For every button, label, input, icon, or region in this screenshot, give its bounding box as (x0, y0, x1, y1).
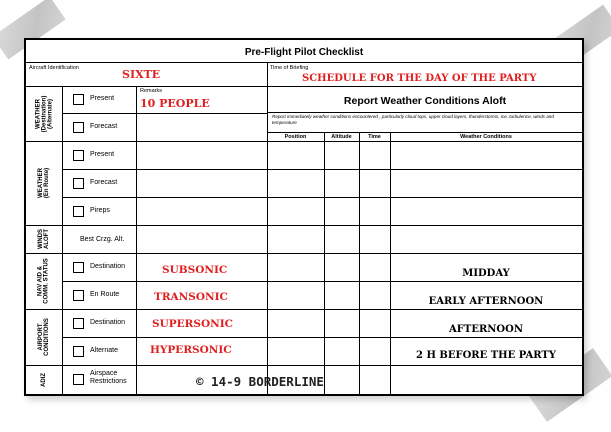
section-winds-aloft-label: WINDS ALOFT (38, 229, 50, 249)
section-adiz-label: ADIZ (41, 372, 47, 387)
section-weather-enroute-label: WEATHER (En Route) (37, 167, 50, 199)
section-weather-destination-label: WEATHER (Destination) (Alternate) (35, 95, 54, 133)
checkbox-airport-alternate[interactable] (73, 346, 84, 357)
condition-2h-before-party[interactable]: 2 H BEFORE THE PARTY (416, 350, 556, 361)
checklist-card (24, 38, 584, 396)
checkbox-airspace-restrictions[interactable] (73, 374, 84, 385)
col-position: Position (284, 134, 307, 140)
checklist-title: Pre-Flight Pilot Checklist (244, 47, 364, 58)
item-airport-alternate: Alternate (90, 347, 119, 354)
item-forecast-dest: Forecast (90, 123, 118, 130)
item-pireps: Pireps (90, 207, 110, 214)
item-nav-enroute: En Route (90, 291, 120, 298)
condition-midday[interactable]: MIDDAY (462, 268, 510, 279)
report-weather-note: Report immediately weather conditions encountered , particularly cloud tops, upper cloud layers, thunderstorms, ice, turbulence, winds and temperature (272, 114, 554, 125)
item-airport-destination: Destination (90, 319, 126, 326)
remarks-value[interactable]: 10 PEOPLE (140, 97, 210, 110)
checkbox-forecast-enroute[interactable] (73, 178, 84, 189)
item-best-crzg-alt: Best Crzg. Alt. (80, 236, 125, 243)
checkbox-nav-destination[interactable] (73, 262, 84, 273)
aircraft-id-value[interactable]: SIXTE (122, 68, 161, 81)
checkbox-nav-enroute[interactable] (73, 290, 84, 301)
condition-afternoon[interactable]: AFTERNOON (449, 324, 523, 335)
item-forecast-enroute: Forecast (90, 179, 118, 186)
item-present-dest: Present (90, 95, 115, 102)
condition-early-afternoon[interactable]: EARLY AFTERNOON (428, 296, 544, 307)
remark-supersonic[interactable]: SUPERSONIC (152, 318, 233, 330)
remark-subsonic[interactable]: SUBSONIC (162, 264, 228, 276)
section-nav-aid-label: NAV AID & COMM. STATUS (38, 258, 51, 304)
report-weather-heading: Report Weather Conditions Aloft (343, 95, 507, 107)
time-of-briefing-value[interactable]: SCHEDULE FOR THE DAY OF THE PARTY (302, 73, 537, 84)
section-airport-conditions-label: AIRPORT CONDITIONS (38, 318, 51, 356)
checkbox-present-enroute[interactable] (73, 150, 84, 161)
col-altitude: Altitude (331, 134, 352, 140)
footer-credit: © 14-9 BORDERLINE (196, 374, 324, 389)
col-weather-conditions: Weather Conditions (460, 134, 512, 140)
checkbox-present-dest[interactable] (73, 94, 84, 105)
remark-transonic[interactable]: TRANSONIC (154, 291, 228, 303)
checkbox-airport-destination[interactable] (73, 318, 84, 329)
time-of-briefing-label: Time of Briefing (270, 65, 309, 71)
col-time: Time (368, 134, 381, 140)
item-airspace-restrictions: Airspace Restrictions (90, 370, 127, 385)
checkbox-pireps[interactable] (73, 206, 84, 217)
remark-hypersonic[interactable]: HYPERSONIC (150, 344, 232, 356)
remarks-label: Remarks (140, 88, 163, 94)
item-nav-destination: Destination (90, 263, 126, 270)
aircraft-id-label: Aircraft Identification (29, 65, 79, 71)
checkbox-forecast-dest[interactable] (73, 122, 84, 133)
item-present-enroute: Present (90, 151, 115, 158)
